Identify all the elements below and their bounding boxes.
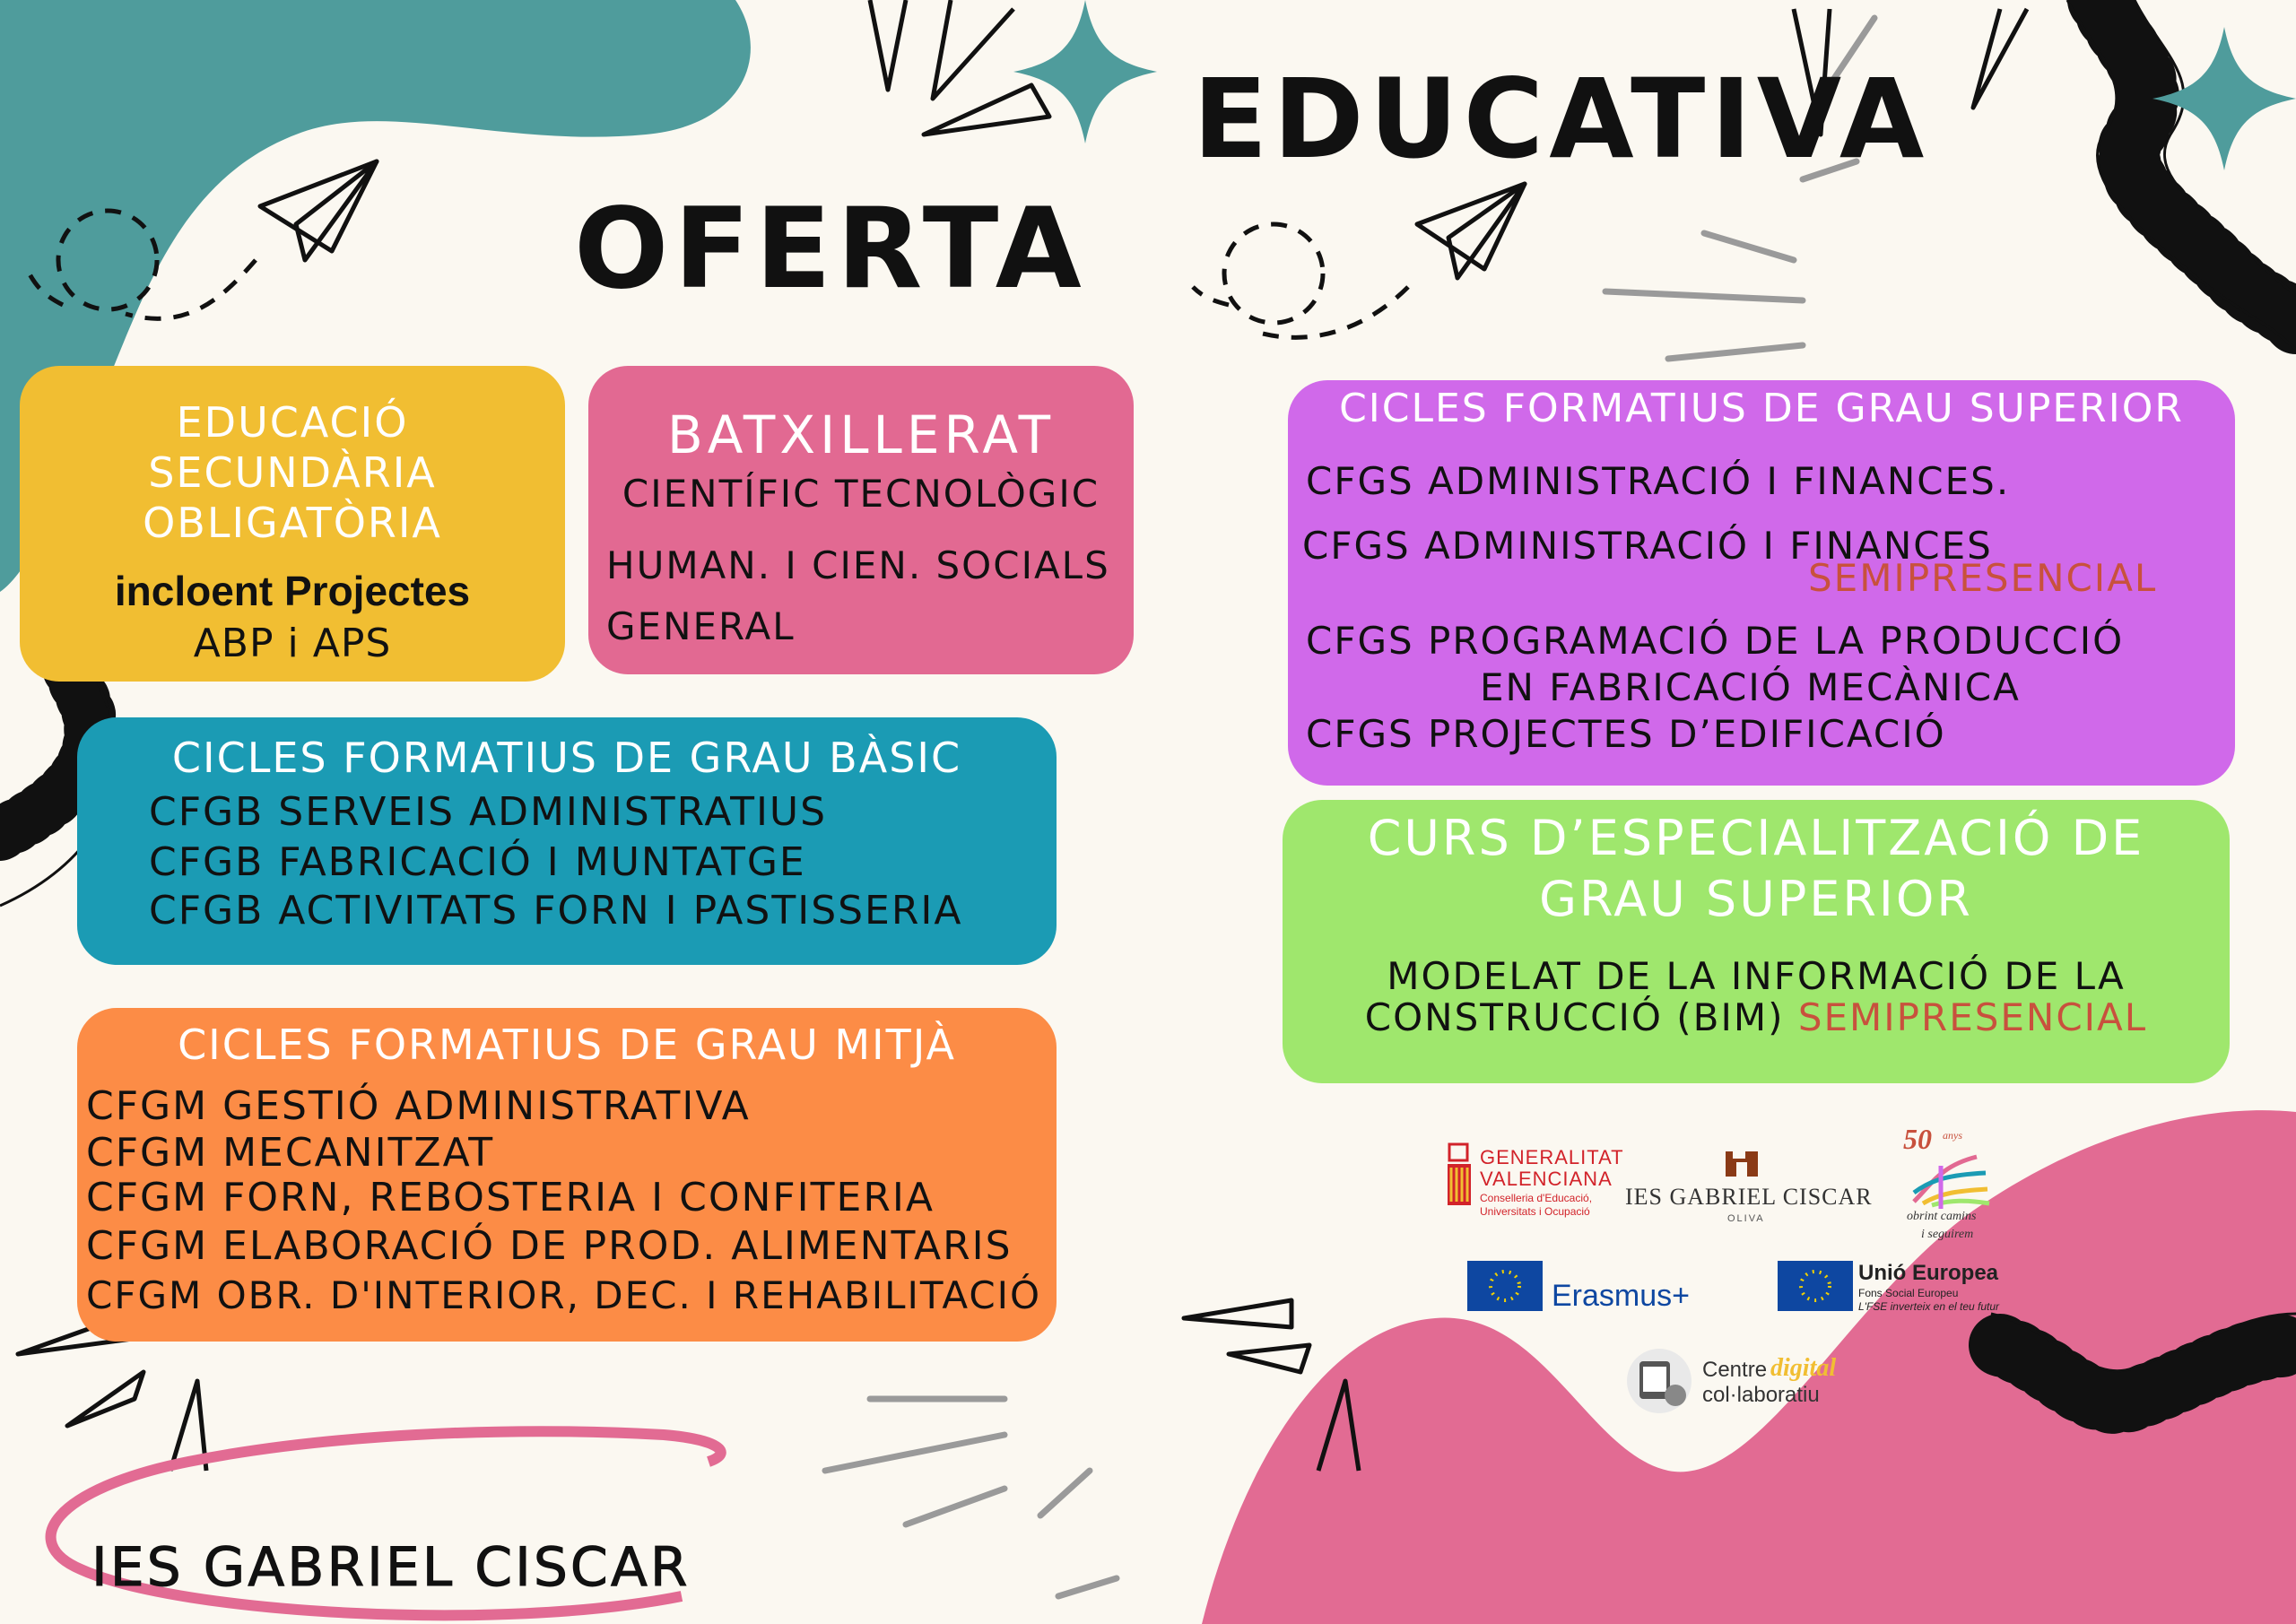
sparkle-star: [1013, 0, 1157, 143]
generalitat-sub-1: Conselleria d'Educació,: [1480, 1192, 1593, 1204]
dotted-ribbon-top: [2099, 0, 2296, 323]
curs-line-1: MODELAT DE LA INFORMACIÓ DE LA: [1387, 954, 2126, 998]
grau-basic-item-1: CFGB SERVEIS ADMINISTRATIUS: [149, 789, 828, 835]
eso-heading-1: EDUCACIÓ: [176, 398, 409, 447]
grau-mitja-box: [77, 1008, 1057, 1342]
grau-mitja-heading: CICLES FORMATIUS DE GRAU MITJÀ: [178, 1020, 956, 1069]
title-main: OFERTA: [574, 185, 1087, 314]
anniversary-motto-2: i seguirem: [1921, 1228, 1974, 1241]
grau-mitja-item-1: CFGM GESTIÓ ADMINISTRATIVA: [86, 1083, 751, 1129]
anniversary-logo: [1894, 1121, 2002, 1246]
grau-superior-box: [1288, 380, 2235, 786]
eso-line-2: ABP i APS: [193, 621, 392, 666]
ies-logo-city: OLIVA: [1727, 1213, 1765, 1224]
grau-mitja-item-3: CFGM FORN, REBOSTERIA I CONFITERIA: [86, 1175, 935, 1220]
grau-superior-item-3b: EN FABRICACIÓ MECÀNICA: [1480, 665, 2021, 709]
eu-flag-icon: [1778, 1261, 1853, 1311]
anniversary-word: anys: [1943, 1129, 1962, 1142]
grau-basic-item-2: CFGB FABRICACIÓ I MUNTATGE: [149, 839, 806, 885]
ue-sub-2: L'FSE inverteix en el teu futur: [1858, 1300, 2000, 1313]
eso-heading-3: OBLIGATÒRIA: [143, 499, 442, 547]
generalitat-sub-2: Universitats i Ocupació: [1480, 1205, 1590, 1218]
ies-logo: [1625, 1139, 1873, 1229]
grau-superior-item-3a: CFGS PROGRAMACIÓ DE LA PRODUCCIÓ: [1306, 619, 2125, 663]
title-top: EDUCATIVA: [1193, 56, 1930, 183]
ue-sub-1: Fons Social Europeu: [1858, 1287, 1959, 1299]
eso-heading-2: SECUNDÀRIA: [148, 448, 437, 497]
device-icon: [1622, 1345, 1697, 1417]
sparkle-star: [2152, 27, 2296, 170]
generalitat-emblem-icon: [1444, 1139, 1474, 1211]
batxillerat-item-2: HUMAN. I CIEN. SOCIALS: [606, 543, 1110, 587]
grau-superior-item-1: CFGS ADMINISTRACIÓ I FINANCES.: [1306, 459, 2011, 503]
batxillerat-item-3: GENERAL: [606, 604, 796, 648]
batxillerat-box: [588, 366, 1134, 674]
generalitat-name-1: GENERALITAT: [1480, 1146, 1624, 1168]
batxillerat-heading: BATXILLERAT: [666, 404, 1056, 465]
grau-basic-heading: CICLES FORMATIUS DE GRAU BÀSIC: [171, 734, 962, 782]
ies-logo-name: IES GABRIEL CISCAR: [1625, 1184, 1873, 1210]
centre-digital-word-1: Centre: [1702, 1358, 1768, 1382]
centre-digital-word-2: digital: [1770, 1354, 1837, 1382]
erasmus-logo: [1467, 1261, 1718, 1315]
erasmus-text: Erasmus+: [1552, 1279, 1690, 1313]
curs-line-2: [1283, 995, 2230, 1039]
paper-plane-icon: [1193, 184, 1525, 337]
anniversary-number: 50: [1903, 1123, 1932, 1155]
centre-digital-logo: [1622, 1345, 1873, 1417]
eso-box: [20, 366, 565, 682]
eso-line-1: incloent Projectes: [114, 568, 471, 614]
anniversary-motto-1: obrint camins: [1907, 1210, 1977, 1223]
grau-mitja-item-4: CFGM ELABORACIÓ DE PROD. ALIMENTARIS: [86, 1223, 1013, 1269]
grau-basic-box: [77, 717, 1057, 965]
grau-superior-item-4: CFGS PROJECTES D’EDIFICACIÓ: [1306, 712, 1946, 756]
ue-logo: [1778, 1261, 2065, 1315]
generalitat-name-2: VALENCIANA: [1480, 1168, 1613, 1190]
batxillerat-item-1: CIENTÍFIC TECNOLÒGIC: [622, 472, 1100, 516]
curs-especialitzacio-box: [1283, 800, 2230, 1083]
grau-basic-item-3: CFGB ACTIVITATS FORN I PASTISSERIA: [149, 888, 963, 934]
footer-school-name: IES GABRIEL CISCAR: [91, 1536, 691, 1599]
generalitat-logo: [1444, 1139, 1623, 1229]
eu-flag-icon: [1467, 1261, 1543, 1311]
curs-heading-1: CURS D’ESPECIALITZACIÓ DE: [1367, 810, 2145, 866]
anniversary-arrows-icon: [1905, 1148, 1995, 1211]
semipresencial-tag: SEMIPRESENCIAL: [1808, 556, 2158, 600]
grau-superior-heading: CICLES FORMATIUS DE GRAU SUPERIOR: [1339, 386, 2184, 431]
grau-mitja-item-2: CFGM MECANITZAT: [86, 1130, 495, 1176]
curs-line-2-text: CONSTRUCCIÓ (BIM): [1364, 995, 1785, 1039]
grau-superior-item-2: CFGS ADMINISTRACIÓ I FINANCES: [1302, 524, 1993, 568]
centre-digital-word-3: col·laboratiu: [1702, 1383, 1820, 1407]
ies-emblem-icon: [1724, 1144, 1760, 1178]
grau-mitja-item-5: CFGM OBR. D'INTERIOR, DEC. I REHABILITACIÓ: [86, 1273, 1042, 1317]
semipresencial-tag: SEMIPRESENCIAL: [1797, 995, 2148, 1039]
curs-heading-2: GRAU SUPERIOR: [1539, 871, 1973, 927]
ue-name: Unió Europea: [1858, 1261, 1999, 1285]
